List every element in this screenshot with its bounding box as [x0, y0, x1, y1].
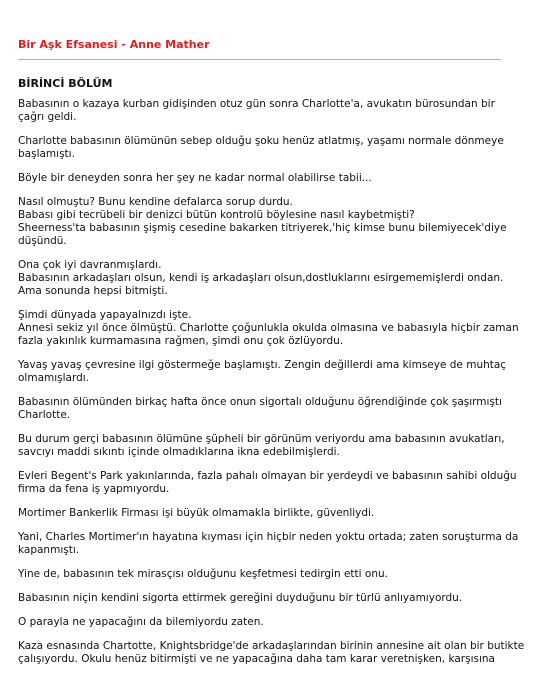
text-line: savcıyı maddi sıkıntı içinde olmadıklarına ikna edebilmişlerdi.	[18, 446, 340, 458]
chapter-title: BİRİNCİ BÖLÜM	[18, 77, 113, 90]
text-line: Ona çok iyi davranmışlardı.	[18, 259, 162, 271]
text-line: Nasıl olmuştu? Bunu kendine defalarca sorup durdu.	[18, 196, 293, 208]
text-line: Babasının o kazaya kurban gidişinden otuz gün sonra Charlotte'a, avukatın bürosundan bir	[18, 98, 495, 110]
text-line: Yine de, babasının tek mirasçısı olduğunu keşfetmesi tedirgin etti onu.	[18, 568, 388, 580]
paragraph	[18, 592, 503, 605]
text-line: Yavaş yavaş çevresine ilgi göstermeğe başlamıştı. Zengin değillerdi ama kimseye de muhtaç	[18, 359, 507, 371]
text-line: Babasının ölümünden birkaç hafta önce onun sigortalı olduğunu öğrendiğinde çok şaşırmıştı	[18, 396, 502, 408]
text-line: Sheerness'ta babasının şişmiş cesedine bakarken titriyerek,'hiç kimse bunu bilemiyecek'diye	[18, 222, 507, 234]
text-line: Yani, Charles Mortimer'ın hayatına kıyması için hiçbir neden yoktu ortada; zaten soruşturma da	[18, 531, 519, 543]
paragraph	[18, 98, 503, 124]
text-line: Böyle bir deneyden sonra her şey ne kadar normal olabilirse tabii...	[18, 172, 372, 184]
chapter-body	[18, 98, 525, 677]
paragraph	[18, 359, 507, 385]
paragraph	[18, 507, 503, 520]
book-title: Bir Aşk Efsanesi - Anne Mather	[18, 38, 210, 51]
paragraph	[18, 196, 507, 248]
text-line: Charlotte.	[18, 409, 71, 421]
text-line: O parayla ne yapacağını da bilemiyordu zaten.	[18, 616, 264, 628]
text-line: başlamıştı.	[18, 148, 75, 160]
paragraph	[18, 259, 503, 298]
text-line: fazla yakınlık kurmamasına rağmen, şimdi onu çok özlüyordu.	[18, 335, 344, 347]
text-line: Babası gibi tecrübeli bir denizci bütün kontrolü böylesine nasıl kaybetmişti?	[18, 209, 415, 221]
text-line: Evleri Begent's Park yakınlarında, fazla pahalı olmayan bir yerdeydi ve babasının sahibi olduğu	[18, 470, 517, 482]
paragraph	[18, 616, 503, 629]
text-line: düşündü.	[18, 235, 67, 247]
text-line: Babasının arkadaşları olsun, kendi iş arkadaşları olsun,dostluklarını esirgememişlerdi ondan.	[18, 272, 504, 284]
text-line: Annesi sekiz yıl önce ölmüştü. Charlotte çoğunlukla okulda olmasına ve babasıyla hiçbir zaman	[18, 322, 519, 334]
header-divider	[18, 59, 501, 60]
paragraph	[18, 433, 503, 459]
text-line: Mortimer Bankerlik Firması işi büyük olmamakla birlikte, güvenliydi.	[18, 507, 375, 519]
text-line: firma da fena iş yapmıyordu.	[18, 483, 170, 495]
text-line: Ama sonunda hepsi bitmişti.	[18, 285, 168, 297]
paragraph	[18, 640, 525, 666]
paragraph	[18, 172, 503, 185]
paragraph	[18, 135, 503, 161]
text-line: Charlotte babasının ölümünün sebep olduğu şoku henüz atlatmış, yaşamı normale dönmeye	[18, 135, 504, 147]
paragraph	[18, 309, 519, 348]
text-line: Kaza esnasında Chartotte, Knightsbridge'de arkadaşlarından birinin annesine ait olan bir butikte	[18, 640, 525, 652]
paragraph	[18, 396, 503, 422]
paragraph	[18, 531, 519, 557]
paragraph	[18, 470, 517, 496]
text-line: Babasının niçin kendini sigorta ettirmek gereğini duyduğunu bir türlü anlıyamıyordu.	[18, 592, 463, 604]
text-line: çağrı geldi.	[18, 111, 77, 123]
text-line: kapanmıştı.	[18, 544, 80, 556]
text-line: çalışıyordu. Okulu henüz bitirmişti ve ne yapacağına daha tam karar veretnişken, karşısına	[18, 653, 495, 665]
paragraph	[18, 568, 503, 581]
text-line: Şimdi dünyada yapayalnızdı işte.	[18, 309, 192, 321]
text-line: Bu durum gerçi babasının ölümüne şüpheli bir görünüm veriyordu ama babasının avukatları,	[18, 433, 505, 445]
text-line: olmamışlardı.	[18, 372, 90, 384]
